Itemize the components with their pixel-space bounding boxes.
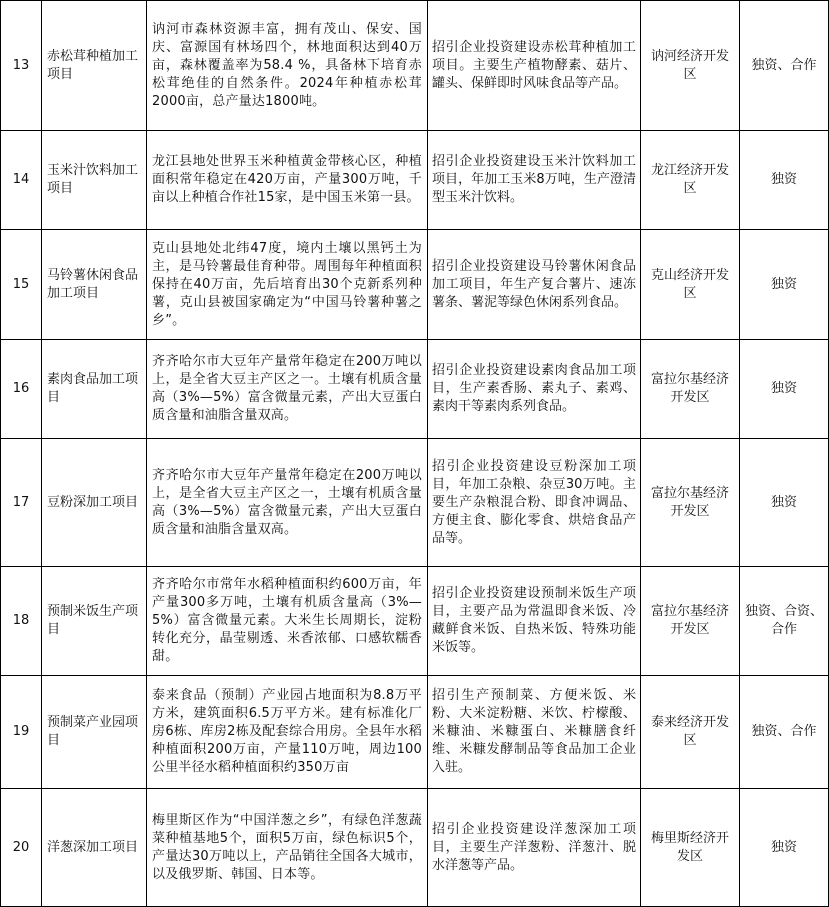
development-zone: 泰来经济开发区 bbox=[641, 676, 740, 789]
development-zone: 梅里斯经济开发区 bbox=[641, 789, 740, 907]
project-content: 招引企业投资建设马铃薯休闲食品加工项目，年生产复合薯片、速冻薯条、薯泥等绿色休闲系列食品。 bbox=[428, 230, 641, 340]
table-row bbox=[1, 789, 829, 907]
table-row bbox=[1, 567, 829, 676]
cooperation-mode: 独资、合资、合作 bbox=[740, 567, 829, 676]
development-zone: 讷河经济开发区 bbox=[641, 1, 740, 131]
row-number: 18 bbox=[1, 567, 42, 676]
project-name: 预制菜产业园项目 bbox=[42, 676, 147, 789]
row-number: 17 bbox=[1, 439, 42, 567]
table-row bbox=[1, 131, 829, 230]
cooperation-mode: 独资 bbox=[740, 789, 829, 907]
project-name: 马铃薯休闲食品加工项目 bbox=[42, 230, 147, 340]
row-number: 19 bbox=[1, 676, 42, 789]
project-basis: 齐齐哈尔市常年水稻种植面积约600万亩，年产量300多万吨，土壤有机质含量高（3%—5%）富含微量元素。大米生长周期长，淀粉转化充分，晶莹剔透、米香浓郁、口感软糯香甜。 bbox=[147, 567, 428, 676]
project-basis: 齐齐哈尔市大豆年产量常年稳定在200万吨以上，是全省大豆主产区之一。土壤有机质含量高（3%—5%）富含微量元素，产出大豆蛋白质含量和油脂含量双高。 bbox=[147, 340, 428, 439]
row-number: 16 bbox=[1, 340, 42, 439]
project-content: 招引企业投资建设预制米饭生产项目，主要产品为常温即食米饭、冷藏鲜食米饭、自热米饭、特殊功能米饭等。 bbox=[428, 567, 641, 676]
project-name: 素肉食品加工项目 bbox=[42, 340, 147, 439]
project-content: 招引生产预制菜、方便米饭、米粉、大米淀粉糖、米饮、柠檬酸、米糠油、米糠蛋白、米糠膳食纤维、米糠发酵制品等食品加工企业入驻。 bbox=[428, 676, 641, 789]
project-basis: 讷河市森林资源丰富，拥有茂山、保安、国庆、富源国有林场四个，林地面积达到40万亩，森林覆盖率为58.4 %，具备林下培育赤松茸绝佳的自然条件。2024年种植赤松茸2000亩，总产量达1800吨。 bbox=[147, 1, 428, 131]
row-number: 20 bbox=[1, 789, 42, 907]
cooperation-mode: 独资、合作 bbox=[740, 1, 829, 131]
table-row bbox=[1, 676, 829, 789]
cooperation-mode: 独资 bbox=[740, 439, 829, 567]
development-zone: 富拉尔基经济开发区 bbox=[641, 340, 740, 439]
table-row bbox=[1, 439, 829, 567]
cooperation-mode: 独资 bbox=[740, 340, 829, 439]
development-zone: 龙江经济开发区 bbox=[641, 131, 740, 230]
cooperation-mode: 独资 bbox=[740, 230, 829, 340]
project-name: 豆粉深加工项目 bbox=[42, 439, 147, 567]
development-zone: 富拉尔基经济开发区 bbox=[641, 567, 740, 676]
project-name: 赤松茸种植加工项目 bbox=[42, 1, 147, 131]
project-name: 预制米饭生产项目 bbox=[42, 567, 147, 676]
project-content: 招引企业投资建设玉米汁饮料加工项目，年加工玉米8万吨，生产澄清型玉米汁饮料。 bbox=[428, 131, 641, 230]
project-content: 招引企业投资建设素肉食品加工项目，生产素香肠、素丸子、素鸡、素肉干等素肉系列食品。 bbox=[428, 340, 641, 439]
row-number: 13 bbox=[1, 1, 42, 131]
development-zone: 克山经济开发区 bbox=[641, 230, 740, 340]
project-basis: 梅里斯区作为“中国洋葱之乡”，有绿色洋葱蔬菜种植基地5个，面积5万亩，绿色标识5个，产量达30万吨以上，产品销往全国各大城市，以及俄罗斯、韩国、日本等。 bbox=[147, 789, 428, 907]
table-row bbox=[1, 1, 829, 131]
project-basis: 克山县地处北纬47度，境内土壤以黑钙土为主，是马铃薯最佳育种带。周围每年种植面积保持在40万亩，先后培育出30个克新系列种薯，克山县被国家确定为“中国马铃薯种薯之乡”。 bbox=[147, 230, 428, 340]
development-zone: 富拉尔基经济开发区 bbox=[641, 439, 740, 567]
project-basis: 泰来食品（预制）产业园占地面积为8.8万平方米，建筑面积6.5万平方米。建有标准化厂房6栋、库房2栋及配套综合用房。全县年水稻种植面积200万亩，产量110万吨，周边100公里半径水稻种植面积约350万亩 bbox=[147, 676, 428, 789]
table-row bbox=[1, 340, 829, 439]
table-row bbox=[1, 230, 829, 340]
cooperation-mode: 独资 bbox=[740, 131, 829, 230]
project-name: 玉米汁饮料加工项目 bbox=[42, 131, 147, 230]
project-basis: 齐齐哈尔市大豆年产量常年稳定在200万吨以上，是全省大豆主产区之一，土壤有机质含量高（3%—5%）富含微量元素，产出大豆蛋白质含量和油脂含量双高。 bbox=[147, 439, 428, 567]
row-number: 14 bbox=[1, 131, 42, 230]
project-content: 招引企业投资建设豆粉深加工项目，年加工杂粮、杂豆30万吨。主要生产杂粮混合粉、即食冲调品、方便主食、膨化零食、烘焙食品产品等。 bbox=[428, 439, 641, 567]
row-number: 15 bbox=[1, 230, 42, 340]
project-content: 招引企业投资建设赤松茸种植加工项目。主要生产植物酵素、菇片、罐头、保鲜即时风味食品等产品。 bbox=[428, 1, 641, 131]
project-name: 洋葱深加工项目 bbox=[42, 789, 147, 907]
project-content: 招引企业投资建设洋葱深加工项目，主要生产洋葱粉、洋葱汁、脱水洋葱等产品。 bbox=[428, 789, 641, 907]
project-basis: 龙江县地处世界玉米种植黄金带核心区，种植面积常年稳定在420万亩，产量300万吨，千亩以上种植合作社15家，是中国玉米第一县。 bbox=[147, 131, 428, 230]
cooperation-mode: 独资、合作 bbox=[740, 676, 829, 789]
